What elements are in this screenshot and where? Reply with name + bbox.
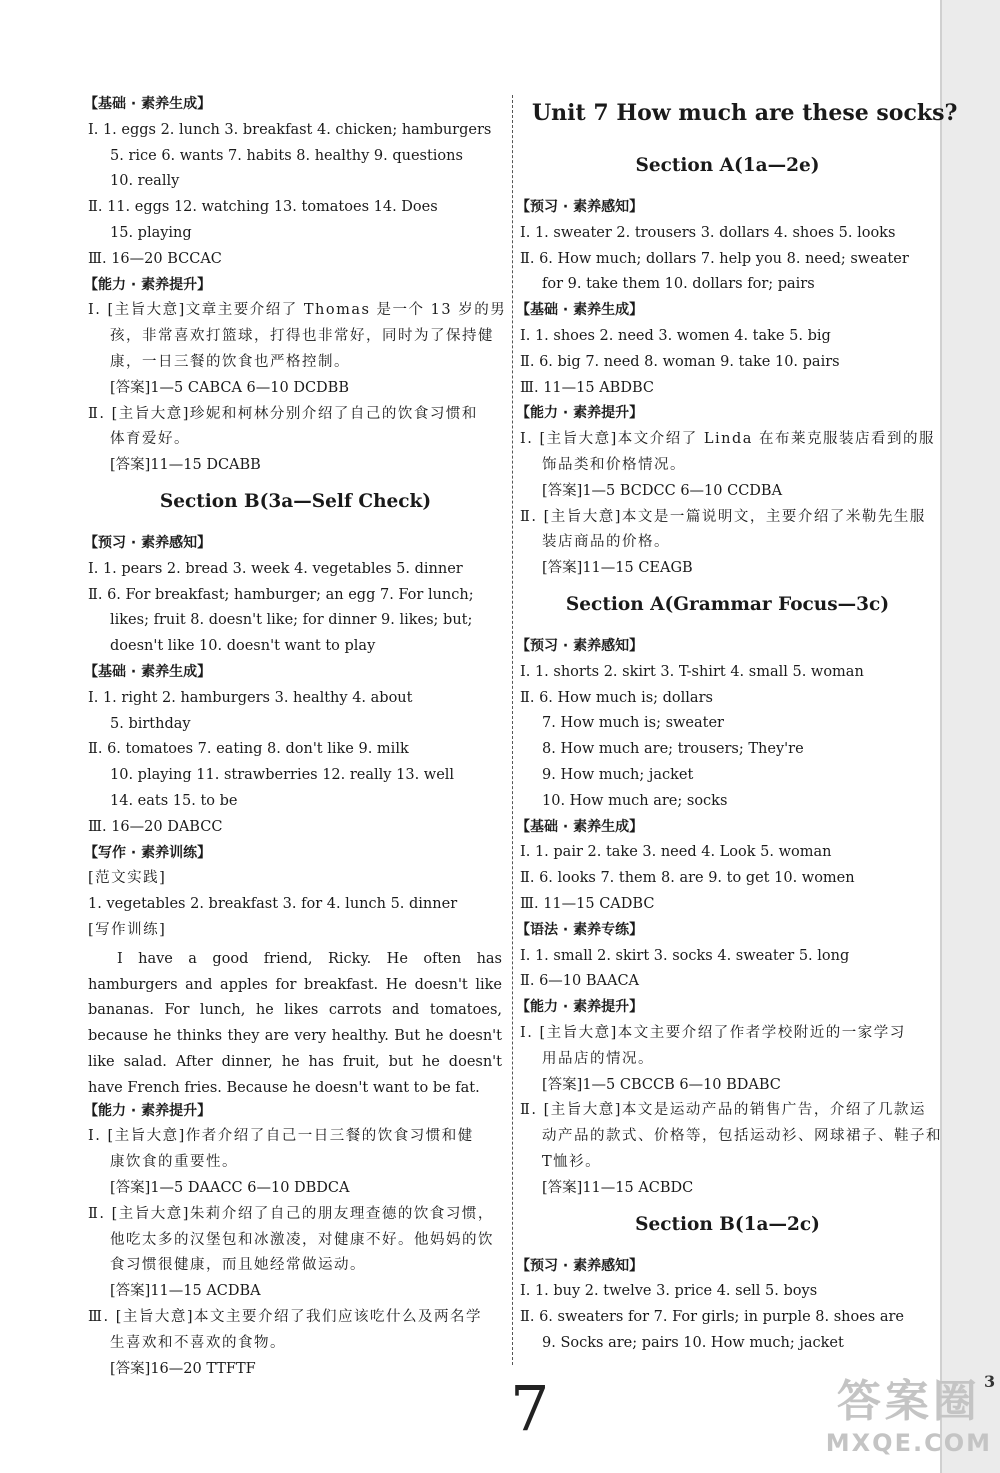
- unit-title: Unit 7 How much are these socks?: [532, 100, 958, 126]
- section-heading: Section A(Grammar Focus—3c): [565, 594, 890, 615]
- answer-line: [答案]11—15 ACDBA: [110, 1283, 261, 1300]
- edge-page-number: 3: [984, 1372, 996, 1391]
- answer-line: 14. eats 15. to be: [110, 793, 238, 809]
- answer-line: Ⅰ. [主旨大意]本文主要介绍了作者学校附近的一家学习: [520, 1025, 906, 1041]
- answer-line: 食习惯很健康，而且她经常做运动。: [110, 1257, 366, 1274]
- answer-line: 8. How much are; trousers; They're: [542, 741, 804, 758]
- answer-line: 10. How much are; socks: [542, 792, 728, 809]
- exercise-header: 【能力 · 素养提升】: [516, 999, 644, 1016]
- answer-line: 1. vegetables 2. breakfast 3. for 4. lunch 5. dinner: [88, 896, 458, 913]
- answer-line: Ⅰ. [主旨大意]本文介绍了 Linda 在布莱克服装店看到的服: [520, 431, 936, 448]
- watermark-text: 答案圈: [836, 1376, 981, 1427]
- section-heading: Section B(3a—Self Check): [159, 491, 432, 512]
- answer-line: Ⅱ. 6. For breakfast; hamburger; an egg 7. For lunch;: [88, 586, 474, 603]
- answer-line: Ⅰ. 1. shoes 2. need 3. women 4. take 5. big: [520, 328, 831, 344]
- exercise-header: 【基础 · 素养生成】: [84, 96, 212, 112]
- exercise-header: 【能力 · 素养提升】: [84, 1102, 212, 1119]
- answer-line: [答案]11—15 DCABB: [110, 457, 261, 474]
- answer-line: [答案]11—15 CEAGB: [542, 560, 693, 577]
- answer-line: [答案]1—5 CBCCB 6—10 BDABC: [542, 1076, 781, 1093]
- watermark-logo: [826, 1365, 992, 1457]
- answer-line: [答案]11—15 ACBDC: [542, 1179, 694, 1196]
- answer-line: Ⅰ. 1. buy 2. twelve 3. price 4. sell 5. boys: [520, 1283, 818, 1300]
- exercise-header: 【预习 · 素养感知】: [516, 199, 644, 215]
- answer-line: Ⅲ. 11—15 ABDBC: [520, 379, 654, 396]
- answer-line: 5. rice 6. wants 7. habits 8. healthy 9. questions: [110, 147, 463, 164]
- answer-line: 动产品的款式、价格等，包括运动衫、网球裙子、鞋子和: [542, 1128, 942, 1145]
- answer-line: Ⅱ. 6—10 BAACA: [520, 973, 640, 990]
- answer-line: Ⅰ. 1. sweater 2. trousers 3. dollars 4. shoes 5. looks: [520, 224, 896, 241]
- answer-line: Ⅱ. 6. big 7. need 8. woman 9. take 10. pairs: [520, 353, 840, 370]
- exercise-header: 【预习 · 素养感知】: [516, 1257, 644, 1274]
- answer-line: 15. playing: [110, 225, 192, 241]
- answer-line: [答案]16—20 TTFTF: [110, 1360, 256, 1377]
- answer-line: Ⅲ. 16—20 BCCAC: [88, 250, 222, 267]
- answer-line: [答案]1—5 BCDCC 6—10 CCDBA: [542, 482, 783, 499]
- answer-line: 5. birthday: [110, 715, 191, 732]
- answer-line: Ⅰ. 1. pears 2. bread 3. week 4. vegetables 5. dinner: [88, 560, 463, 577]
- answer-line: for 9. take them 10. dollars for; pairs: [542, 276, 815, 293]
- answer-line: 10. really: [110, 173, 180, 190]
- section-heading: Section A(1a—2e): [635, 155, 820, 176]
- answer-line: 用品店的情况。: [542, 1050, 654, 1067]
- answer-line: Ⅰ. 1. pair 2. take 3. need 4. Look 5. woman: [520, 844, 832, 861]
- exercise-header: 【基础 · 素养生成】: [516, 818, 644, 835]
- answer-line: 9. How much; jacket: [542, 767, 694, 783]
- writing-paragraph: I have a good friend, Ricky. He often has hamburgers and apples for breakfast. He doesn't like bananas. For lunch, he likes carrots and tomatoes, because he thinks they are very healthy. But he doesn't like salad. After dinner, he has fruit, but he doesn't have French fries. Because he doesn't want to be fat.: [88, 950, 502, 1096]
- answer-line: Ⅱ. 6. tomatoes 7. eating 8. don't like 9. milk: [88, 741, 409, 758]
- page-edge-line: [940, 0, 942, 1473]
- answer-line: likes; fruit 8. doesn't like; for dinner 9. likes; but;: [110, 612, 473, 629]
- answer-line: 饰品类和价格情况。: [542, 457, 686, 473]
- answer-line: Ⅰ. 1. right 2. hamburgers 3. healthy 4. about: [88, 689, 413, 706]
- answer-line: Ⅱ. [主旨大意]本文是运动产品的销售广告，介绍了几款运: [520, 1102, 926, 1119]
- answer-line: Ⅲ. [主旨大意]本文主要介绍了我们应该吃什么及两名学: [88, 1309, 483, 1325]
- answer-line: T恤衫。: [542, 1154, 602, 1170]
- answer-line: Ⅱ. 6. sweaters for 7. For girls; in purple 8. shoes are: [520, 1309, 905, 1326]
- answer-line: Ⅱ. 6. looks 7. them 8. are 9. to get 10. women: [520, 870, 855, 887]
- answer-line: Ⅱ. 6. How much is; dollars: [520, 689, 713, 706]
- page-number: 7: [510, 1372, 550, 1445]
- exercise-header: 【写作 · 素养训练】: [84, 844, 212, 861]
- answer-line: [答案]1—5 DAACC 6—10 DBDCA: [110, 1180, 350, 1196]
- answer-line: 装店商品的价格。: [542, 534, 670, 551]
- answer-line: Ⅰ. [主旨大意]文章主要介绍了 Thomas 是一个 13 岁的男: [88, 302, 507, 319]
- answer-line: [写作训练]: [88, 922, 167, 938]
- answer-line: Ⅰ. 1. shorts 2. skirt 3. T-shirt 4. small 5. woman: [520, 663, 864, 680]
- exercise-header: 【预习 · 素养感知】: [516, 638, 644, 654]
- column-divider: [512, 95, 513, 1365]
- answer-line: [答案]1—5 CABCA 6—10 DCDBB: [110, 379, 349, 396]
- answer-line: 体育爱好。: [110, 431, 190, 448]
- exercise-header: 【能力 · 素养提升】: [516, 405, 644, 422]
- answer-line: 9. Socks are; pairs 10. How much; jacket: [542, 1335, 844, 1351]
- answer-line: Ⅱ. 6. How much; dollars 7. help you 8. need; sweater: [520, 250, 909, 267]
- answer-line: Ⅰ. 1. small 2. skirt 3. socks 4. sweater 5. long: [520, 947, 850, 964]
- answer-line: 7. How much is; sweater: [542, 715, 724, 732]
- answer-line: Ⅰ. 1. eggs 2. lunch 3. breakfast 4. chicken; hamburgers: [88, 121, 492, 138]
- section-heading: Section B(1a—2c): [635, 1213, 820, 1235]
- exercise-header: 【基础 · 素养生成】: [84, 664, 212, 680]
- exercise-header: 【语法 · 素养专练】: [516, 921, 644, 938]
- exercise-header: 【能力 · 素养提升】: [84, 276, 212, 293]
- answer-line: 康饮食的重要性。: [110, 1154, 238, 1171]
- answer-line: Ⅱ. 11. eggs 12. watching 13. tomatoes 14. Does: [88, 199, 438, 216]
- answer-line: doesn't like 10. doesn't want to play: [110, 638, 376, 655]
- answer-line: Ⅲ. 11—15 CADBC: [520, 896, 655, 912]
- page-edge-shadow: [942, 0, 1000, 1473]
- answer-line: Ⅱ. [主旨大意]本文是一篇说明文，主要介绍了米勒先生服: [520, 508, 926, 525]
- answer-line: Ⅱ. [主旨大意]朱莉介绍了自己的朋友理查德的饮食习惯，: [88, 1205, 494, 1222]
- answer-line: 生喜欢和不喜欢的食物。: [110, 1334, 286, 1351]
- exercise-header: 【预习 · 素养感知】: [84, 535, 212, 551]
- answer-line: 孩，非常喜欢打篮球，打得也非常好，同时为了保持健: [110, 328, 494, 345]
- answer-line: Ⅲ. 16—20 DABCC: [88, 818, 223, 835]
- answer-line: [范文实践]: [88, 870, 167, 887]
- answer-line: 他吃太多的汉堡包和冰激凌，对健康不好。他妈妈的饮: [110, 1231, 494, 1248]
- exercise-header: 【基础 · 素养生成】: [516, 302, 644, 319]
- watermark-url: MXQE.COM: [825, 1429, 992, 1457]
- answer-line: Ⅰ. [主旨大意]作者介绍了自己一日三餐的饮食习惯和健: [88, 1128, 474, 1145]
- answer-line: 康，一日三餐的饮食也严格控制。: [110, 354, 350, 370]
- answer-line: 10. playing 11. strawberries 12. really 13. well: [110, 767, 455, 784]
- answer-line: Ⅱ. [主旨大意]珍妮和柯林分别介绍了自己的饮食习惯和: [88, 405, 478, 422]
